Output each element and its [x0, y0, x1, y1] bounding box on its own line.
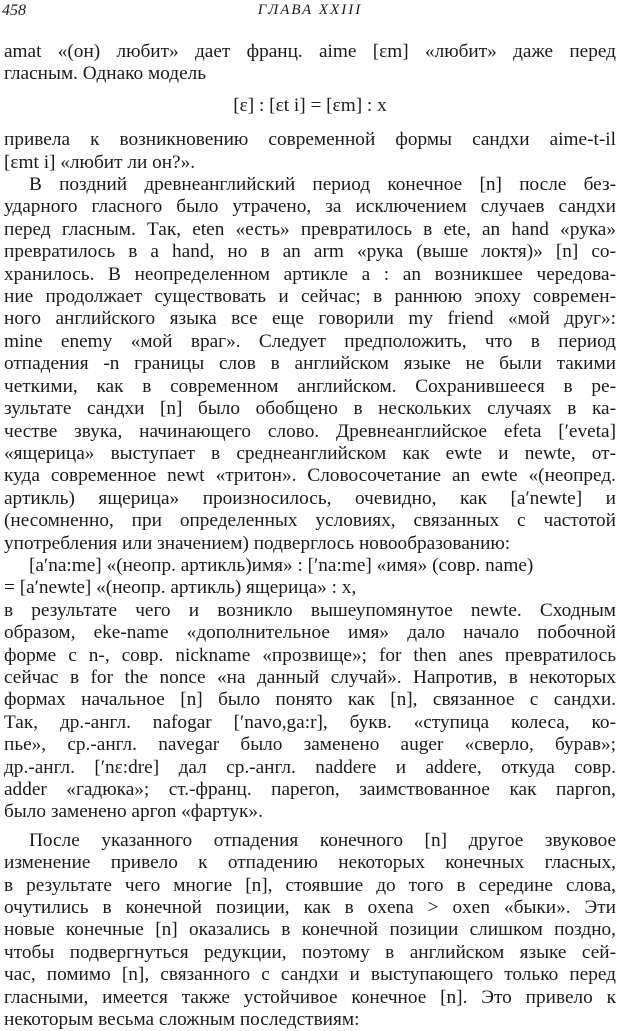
- text-line: Так, др.-англ. nafogar [ʹnavo,ga:r], букв. «ступица колеса, ко-: [4, 711, 616, 733]
- text-line: артикль) ящерица» произносилось, очевидно, как [aʹnewte] и: [4, 487, 616, 509]
- text-line: отпадения -n границы слов в английском языке не были такими: [4, 353, 616, 375]
- text-line: очутились в конечной позиции, как в oxena > oxen «быки». Эти: [4, 897, 616, 919]
- formula-line: = [aʹnewte] «(неопр. артикль) ящерица» : x,: [4, 577, 357, 599]
- text-line: adder «гадюка»; ст.-франц. парегоn, заимствованное как паргоn,: [4, 779, 616, 800]
- text-line: привела к возникновению современной формы сандхи aime-t-il: [4, 129, 616, 151]
- page-number: 458: [2, 2, 26, 19]
- body-text: [4, 41, 616, 1031]
- text-line: пье», ср.-англ. navegar было заменено auger «сверло, бурав»;: [4, 734, 616, 756]
- page-header: [0, 2, 620, 26]
- text-line: др.-англ. [ʹnɛ:dre] дал ср.-англ. naddere и addere, откуда совр.: [4, 756, 616, 778]
- text-line: честве звука, начинающего слово. Древнеанглийское efeta [ʹeveta]: [4, 420, 616, 442]
- text-line: зультате сандхи [n] было обобщено в нескольких случаях в ка-: [4, 398, 616, 420]
- paragraph-start: В поздний древнеанглийский период конечное [n] после без-: [29, 174, 616, 196]
- text-line: ние продолжает существовать и сейчас; в раннюю эпоху современ-: [4, 286, 616, 308]
- formula-line: [aʹna:me] «(неопр. артикль)имя» : [ʹna:me] «имя» (совр. name): [29, 554, 534, 576]
- text-line: было заменено аргоn «фартук».: [4, 801, 263, 823]
- text-line: куда современное newt «тритон». Словосочетание an ewte «(неопред.: [4, 465, 616, 487]
- text-line: образом, eke-name «дополнительное имя» дало начало побочной: [4, 622, 616, 644]
- text-line: в результате чего и возникло вышеупомянутое newte. Сходным: [4, 599, 616, 621]
- text-line: час, помимо [n], связанного с сандхи и выступающего только перед: [4, 964, 616, 986]
- text-line: хранилось. В неопределенном артикле a : an возникшее чередова-: [4, 263, 616, 285]
- text-line: некоторым весьма сложным последствиям:: [4, 1009, 360, 1031]
- text-line: чтобы подвергнуться редукции, поэтому в английском языке сей-: [4, 941, 616, 963]
- text-line: ного английского языка все еще говорили my friend «мой друг»:: [4, 308, 616, 330]
- text-line: в результате чего многие [n], стоявшие до того в середине слова,: [4, 874, 616, 896]
- text-line: гласным. Однако модель: [4, 63, 207, 85]
- text-line: новые конечные [n] оказались в конечной позиции слишком поздно,: [4, 919, 616, 941]
- text-line: превратилось в a hand, но в an arm «рука (выше локтя)» [n] со-: [4, 241, 616, 263]
- text-line: (несомненно, при определенных условиях, связанных с частотой: [4, 510, 616, 532]
- text-line: сейчас в for the nonce «на данный случай». Напротив, в некоторых: [4, 666, 616, 688]
- running-head: ГЛАВА XXIII: [257, 2, 363, 18]
- text-line: четкими, как в современном английском. Сохранившееся в ре-: [4, 375, 616, 397]
- text-line: форме с n-, совр. nickname «прозвище»; for then anes превратилось: [4, 644, 616, 666]
- text-line: [ɛmt i] «любит ли он?».: [4, 151, 196, 173]
- text-line: гласными, имеется также устойчивое конечное [n]. Это привело к: [4, 986, 616, 1008]
- text-line: употребления или значением) подверглось новообразованию:: [4, 532, 511, 554]
- text-line: amat «(он) любит» дает франц. aime [ɛm] «любит» даже перед: [4, 41, 616, 62]
- formula: [ɛ] : [ɛt i] = [ɛm] : x: [233, 94, 387, 116]
- text-line: ударного гласного было утрачено, за исключением случаев сандхи: [4, 196, 616, 218]
- text-line: изменение привело к отпадению некоторых конечных гласных,: [4, 852, 616, 874]
- text-line: «ящерица» выступает в среднеанглийском как ewte и newte, от-: [4, 442, 616, 464]
- paragraph-start: После указанного отпадения конечного [n] другое звуковое: [29, 829, 616, 851]
- text-line: перед гласным. Так, eten «есть» превратилось в ete, an hand «рука»: [4, 218, 616, 240]
- text-line: формах начальное [n] было понято как [n], связанное с сандхи.: [4, 689, 616, 711]
- text-line: mine enemy «мой враг». Следует предположить, что в период: [4, 330, 616, 352]
